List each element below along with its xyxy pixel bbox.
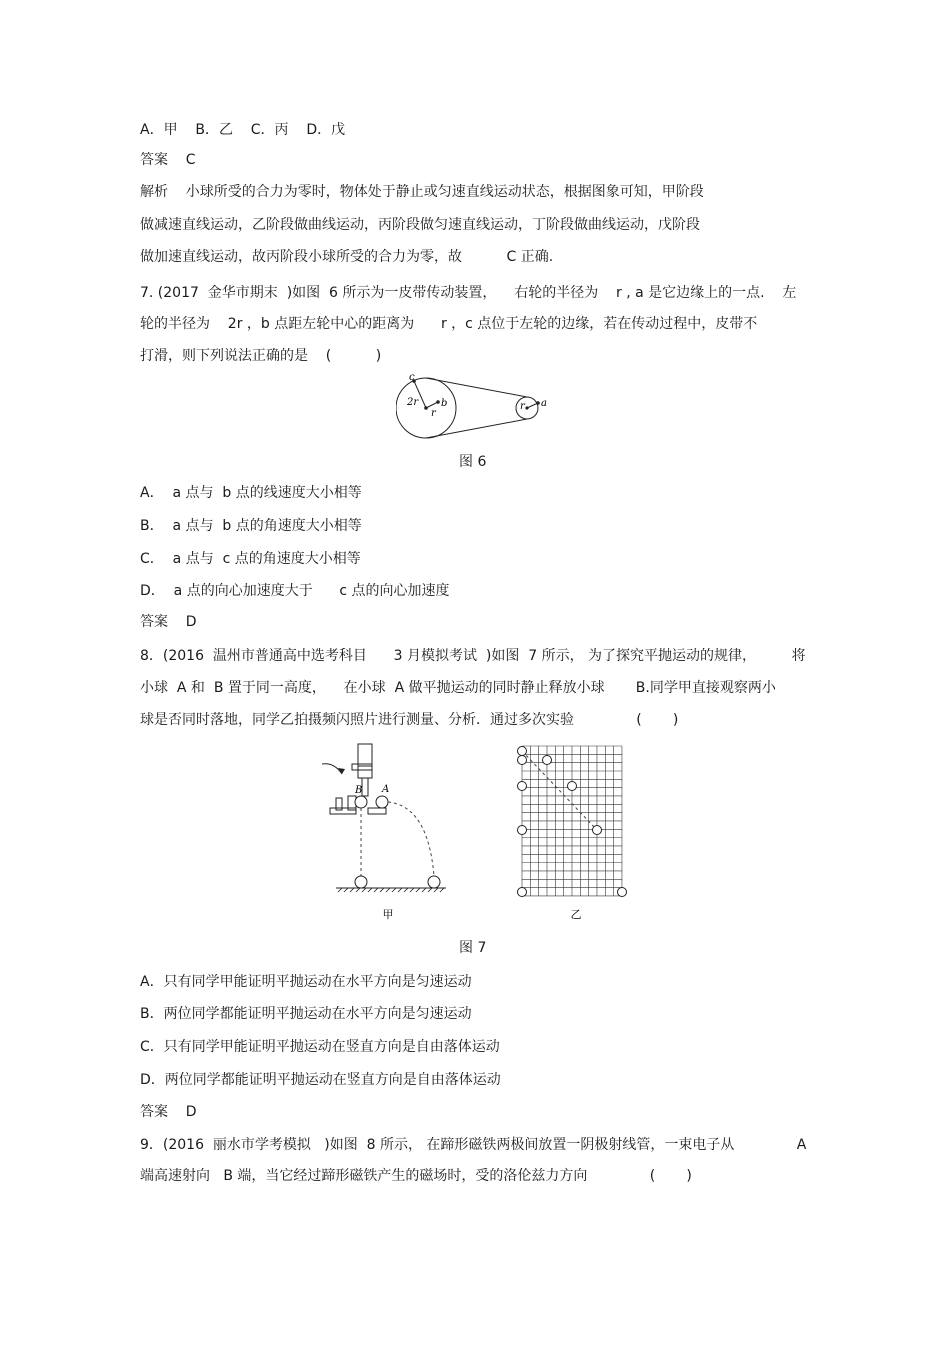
q6-answer: 答案 C — [140, 152, 196, 168]
label-c: c — [409, 372, 415, 383]
label-ball-a: A — [382, 784, 390, 795]
q8-option-a: A．只有同学甲能证明平抛运动在水平方向是匀速运动 — [140, 974, 472, 990]
strobe-ball — [568, 782, 577, 791]
label-r-left: r — [431, 408, 436, 419]
ball-a-start — [376, 796, 388, 808]
q6-options: A．甲 B．乙 C．丙 D．戊 — [140, 122, 346, 138]
q7-answer: 答案 D — [140, 614, 197, 630]
figure-7-caption: 图 7 — [459, 940, 487, 956]
q9-stem-line-2: 端高速射向 B 端，当它经过蹄形磁铁产生的磁场时，受的洛伦兹力方向 ( ) — [140, 1168, 692, 1184]
strobe-ball — [518, 782, 527, 791]
label-a: a — [541, 398, 547, 409]
strobe-ball — [593, 826, 602, 835]
q8-answer: 答案 D — [140, 1104, 197, 1120]
label-r-right: r — [520, 401, 525, 412]
belt-top — [426, 378, 527, 397]
q8-stem-line-3: 球是否同时落地，同学乙拍摄频闪照片进行测量、分析．通过多次实验 ( ) — [140, 712, 679, 728]
radius-r-right — [527, 403, 538, 408]
q7-stem-line-1: 7. (2017 金华市期末 )如图 6 所示为一皮带传动装置， 右轮的半径为 r , a 是它边缘上的一点. 左 — [140, 285, 797, 301]
q9-stem-line-1: 9．(2016 丽水市学考模拟 )如图 8 所示， 在蹄形磁铁两极间放置一阴极射线管，一束电子从 A — [140, 1137, 807, 1153]
q8-option-b: B．两位同学都能证明平抛运动在水平方向是匀速运动 — [140, 1006, 472, 1022]
q8-stem-line-2: 小球 A 和 B 置于同一高度， 在小球 A 做平抛运动的同时静止释放小球 B.同学甲直接观察两小 — [140, 680, 776, 696]
figure-6-caption: 图 6 — [459, 454, 487, 470]
ball-b-start — [355, 796, 367, 808]
q6-analysis-line-2: 做减速直线运动，乙阶段做曲线运动，丙阶段做匀速直线运动，丁阶段做曲线运动，戊阶段 — [140, 217, 700, 233]
strobe-ball — [618, 888, 627, 897]
label-b: b — [441, 398, 448, 409]
strobe-grid — [522, 746, 622, 896]
strobe-ball — [518, 747, 527, 756]
ground-hatch — [338, 888, 444, 892]
q8-stem-line-1: 8．(2016 温州市普通高中选考科目 3 月模拟考试 )如图 7 所示， 为了探究平抛运动的规律， 将 — [140, 648, 806, 664]
q8-option-d: D．两位同学都能证明平抛运动在竖直方向是自由落体运动 — [140, 1072, 501, 1088]
strobe-ball — [543, 756, 552, 765]
strobe-ball — [518, 826, 527, 835]
point-b — [436, 400, 440, 404]
q7-option-c: C． a 点与 c 点的角速度大小相等 — [140, 551, 361, 567]
q7-stem-line-2: 轮的半径为 2r ，b 点距左轮中心的距离为 r ，c 点位于左轮的边缘，若在传动过程中，皮带不 — [140, 316, 758, 332]
q7-option-b: B． a 点与 b 点的角速度大小相等 — [140, 518, 362, 534]
point-a — [536, 401, 540, 405]
q8-option-c: C．只有同学甲能证明平抛运动在竖直方向是自由落体运动 — [140, 1039, 500, 1055]
q6-analysis-line-3: 做加速直线运动，故丙阶段小球所受的合力为零，故 C 正确. — [140, 249, 554, 265]
projectile-path — [388, 802, 434, 876]
q7-stem-line-3: 打滑，则下列说法正确的是 ( ) — [140, 348, 382, 364]
ball-a-landed — [428, 876, 440, 888]
q6-analysis-line-1: 解析 小球所受的合力为零时，物体处于静止或匀速直线运动状态，根据图象可知，甲阶段 — [140, 184, 704, 200]
strobe-grid-figure — [514, 742, 632, 922]
label-jia: 甲 — [382, 908, 394, 921]
belt-bottom — [426, 419, 527, 438]
ball-b-landed — [355, 876, 367, 888]
q7-option-a: A． a 点与 b 点的线速度大小相等 — [140, 485, 362, 501]
label-ball-b: B — [355, 785, 363, 796]
right-center-dot — [525, 406, 528, 409]
label-yi: 乙 — [570, 908, 582, 921]
label-2r: 2r — [407, 397, 419, 408]
strobe-ball — [518, 756, 527, 765]
strobe-ball — [518, 888, 527, 897]
belt-drive-figure — [396, 372, 556, 442]
q7-option-d: D． a 点的向心加速度大于 c 点的向心加速度 — [140, 583, 450, 599]
projectile-apparatus-figure — [318, 740, 458, 925]
left-center-dot — [424, 406, 428, 410]
